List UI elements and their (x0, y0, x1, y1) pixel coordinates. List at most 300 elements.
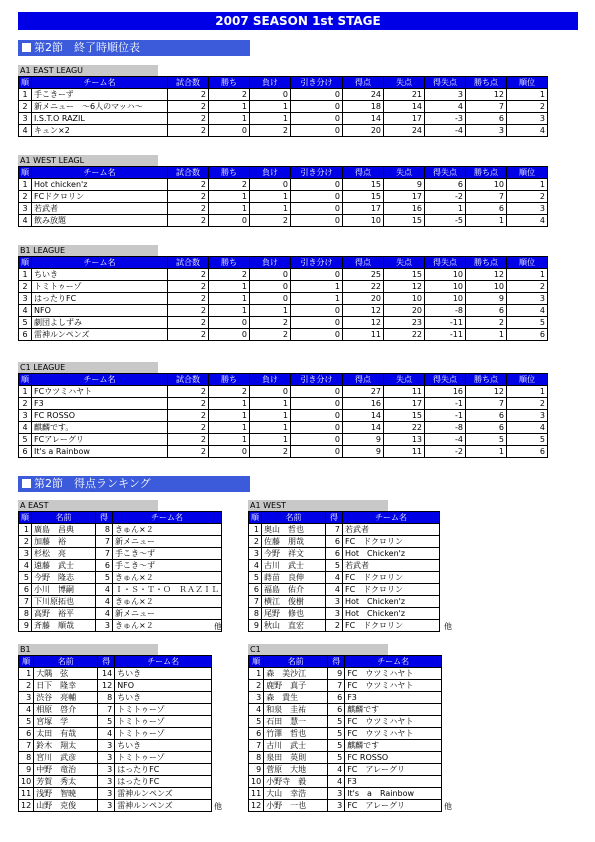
table-row (19, 281, 548, 293)
standings-title: 第2節 終了時順位表 (34, 41, 140, 54)
team-name-cell: はったりFC (32, 293, 168, 305)
table-row (19, 317, 548, 329)
team-name-cell: 飲み放題 (32, 215, 168, 227)
table-cell: 4 (326, 584, 343, 596)
table-cell: 3 (19, 113, 32, 125)
table-cell: 0 (291, 203, 343, 215)
table-cell: -11 (425, 329, 466, 341)
team-name-cell: Ｉ・Ｓ・Ｔ・Ｏ ＲＡＺＩＬ (113, 584, 222, 596)
column-header: 勝ち (209, 374, 250, 386)
table-cell: 2 (19, 191, 32, 203)
table-row (249, 716, 442, 728)
player-name-cell: 相原 啓介 (34, 704, 98, 716)
player-name-cell: 小川 博嗣 (32, 584, 96, 596)
table-cell: 22 (384, 329, 425, 341)
table-cell: -1 (425, 410, 466, 422)
table-cell: 0 (250, 269, 291, 281)
column-header: 順位 (507, 374, 548, 386)
table-cell: 12 (343, 317, 384, 329)
table-cell: 2 (168, 179, 209, 191)
table-cell: 1 (19, 386, 32, 398)
table-row (19, 596, 222, 608)
table-cell: 1 (249, 524, 262, 536)
standings-table (18, 373, 548, 458)
table-cell: 2 (209, 269, 250, 281)
player-name-cell: 和泉 圭祐 (264, 704, 328, 716)
team-name-cell: FC ウツミハヤト (345, 668, 442, 680)
table-cell: 1 (19, 524, 32, 536)
team-name-cell: Hot Chicken'z (343, 596, 440, 608)
table-cell: 5 (19, 317, 32, 329)
table-cell: 2 (168, 410, 209, 422)
table-row (19, 434, 548, 446)
table-cell: 4 (507, 125, 548, 137)
table-cell: 15 (384, 410, 425, 422)
table-cell: 1 (250, 422, 291, 434)
square-bullet-icon (22, 43, 31, 52)
table-cell: 14 (98, 668, 115, 680)
table-cell: 6 (19, 329, 32, 341)
ranking-table (18, 511, 222, 632)
column-header: 順 (19, 374, 32, 386)
table-cell: 1 (466, 215, 507, 227)
table-cell: 11 (343, 329, 384, 341)
table-cell: 1 (250, 434, 291, 446)
table-cell: 0 (291, 305, 343, 317)
player-name-cell: 泉田 英則 (264, 752, 328, 764)
table-cell: 2 (250, 317, 291, 329)
table-cell: 15 (343, 191, 384, 203)
table-cell: 1 (466, 329, 507, 341)
table-cell: 2 (250, 446, 291, 458)
table-cell: 0 (209, 215, 250, 227)
table-cell: 2 (168, 191, 209, 203)
table-cell: 3 (19, 293, 32, 305)
column-header: 試合数 (168, 257, 209, 269)
column-header: 得 (326, 512, 343, 524)
column-header: 勝ち (209, 77, 250, 89)
table-row (249, 608, 440, 620)
team-name-cell: FC アレーグリ (345, 800, 442, 812)
player-name-cell: 秋山 直宏 (262, 620, 326, 632)
column-header: 得失点 (425, 167, 466, 179)
table-cell: 3 (326, 596, 343, 608)
player-name-cell: 杉松 亮 (32, 548, 96, 560)
table-row (19, 398, 548, 410)
team-name-cell: FC ドクロリン (343, 584, 440, 596)
page-title: 2007 SEASON 1st STAGE (18, 12, 578, 30)
other-label: 他 (214, 802, 222, 811)
header-row (19, 167, 548, 179)
table-cell: 2 (168, 422, 209, 434)
player-name-cell: 宮塚 学 (34, 716, 98, 728)
table-cell: 0 (250, 89, 291, 101)
table-row (19, 572, 222, 584)
table-row (19, 584, 222, 596)
team-name-cell: FCウツミハヤト (32, 386, 168, 398)
column-header: 得点 (343, 257, 384, 269)
team-name-cell: FC ドクロリン (343, 536, 440, 548)
table-cell: 2 (250, 125, 291, 137)
table-cell: 16 (343, 398, 384, 410)
table-cell: 0 (291, 191, 343, 203)
column-header: 順 (249, 656, 264, 668)
table-row (249, 560, 440, 572)
column-header: 引き分け (291, 77, 343, 89)
team-name-cell: It's a Rainbow (32, 446, 168, 458)
table-cell: -8 (425, 305, 466, 317)
table-row (249, 596, 440, 608)
player-name-cell: 古川 武士 (264, 740, 328, 752)
team-name-cell: FC ROSSO (32, 410, 168, 422)
league-block (18, 245, 578, 341)
table-cell: 16 (425, 386, 466, 398)
table-cell: 3 (507, 113, 548, 125)
table-row (249, 584, 440, 596)
team-name-cell: トミトゥーゾ (115, 704, 212, 716)
table-cell: 20 (343, 293, 384, 305)
header-row (249, 656, 442, 668)
team-name-cell: きゅん×２ (113, 524, 222, 536)
table-row (19, 446, 548, 458)
table-cell: 3 (96, 620, 113, 632)
table-cell: 17 (384, 113, 425, 125)
column-header: 順位 (507, 167, 548, 179)
league-name: C1 LEAGUE (18, 362, 158, 373)
table-row (19, 716, 212, 728)
table-cell: 2 (19, 398, 32, 410)
table-row (19, 203, 548, 215)
team-name-cell: ちいき (115, 692, 212, 704)
column-header: 負け (250, 257, 291, 269)
table-cell: 6 (328, 692, 345, 704)
ranking-block (248, 644, 442, 812)
table-cell: 7 (466, 101, 507, 113)
table-cell: 4 (326, 572, 343, 584)
table-cell: 1 (19, 668, 34, 680)
team-name-cell: トミトゥーゾ (115, 716, 212, 728)
column-header: 順 (19, 512, 32, 524)
column-header: 得失点 (425, 257, 466, 269)
other-label: 他 (444, 622, 452, 631)
team-name-cell: F3 (345, 776, 442, 788)
table-cell: 10 (466, 179, 507, 191)
team-name-cell: F3 (32, 398, 168, 410)
team-name-cell: FC ROSSO (345, 752, 442, 764)
team-name-cell: FC ドクロリン (343, 620, 440, 632)
table-cell: 12 (19, 800, 34, 812)
table-cell: 22 (384, 422, 425, 434)
table-cell: -8 (425, 422, 466, 434)
player-name-cell: 渋谷 亮輔 (34, 692, 98, 704)
table-cell: 6 (507, 446, 548, 458)
team-name-cell: 劇団よしずみ (32, 317, 168, 329)
table-cell: 5 (328, 728, 345, 740)
table-cell: 3 (98, 752, 115, 764)
league-name: B1 LEAGUE (18, 245, 158, 256)
table-cell: 1 (250, 305, 291, 317)
table-row (19, 764, 212, 776)
column-header: チーム名 (32, 374, 168, 386)
table-cell: -3 (425, 113, 466, 125)
table-cell: 2 (249, 680, 264, 692)
table-cell: 20 (384, 305, 425, 317)
table-cell: 10 (19, 776, 34, 788)
column-header: 得 (96, 512, 113, 524)
table-cell: 27 (343, 386, 384, 398)
league-block (18, 155, 578, 227)
table-row (19, 386, 548, 398)
team-name-cell: It's a Rainbow (345, 788, 442, 800)
table-cell: 3 (249, 548, 262, 560)
table-row (19, 752, 212, 764)
table-row (19, 776, 212, 788)
table-cell: -1 (425, 398, 466, 410)
column-header: 試合数 (168, 77, 209, 89)
table-cell: 0 (250, 281, 291, 293)
column-header: 勝ち点 (466, 374, 507, 386)
table-cell: 10 (425, 269, 466, 281)
table-cell: 0 (250, 293, 291, 305)
team-name-cell: 麒麟です (345, 740, 442, 752)
column-header: 勝ち点 (466, 167, 507, 179)
table-row (19, 89, 548, 101)
player-name-cell: 大山 幸浩 (264, 788, 328, 800)
table-cell: 17 (343, 203, 384, 215)
table-cell: -2 (425, 446, 466, 458)
table-cell: 8 (249, 752, 264, 764)
player-name-cell: 加藤 裕 (32, 536, 96, 548)
table-cell: 15 (384, 269, 425, 281)
table-cell: 5 (249, 572, 262, 584)
team-name-cell: F3 (345, 692, 442, 704)
table-cell: 6 (249, 584, 262, 596)
column-header: 得点 (343, 374, 384, 386)
table-cell: 1 (209, 281, 250, 293)
table-cell: 12 (249, 800, 264, 812)
table-cell: 2 (168, 203, 209, 215)
table-cell: 4 (507, 215, 548, 227)
team-name-cell: トミトゥーゾ (32, 281, 168, 293)
table-cell: 9 (19, 764, 34, 776)
table-cell: 3 (19, 203, 32, 215)
player-name-cell: 鈴木 翔太 (34, 740, 98, 752)
table-row (19, 704, 212, 716)
other-label: 他 (214, 622, 222, 631)
table-cell: 2 (209, 386, 250, 398)
table-cell: 1 (249, 668, 264, 680)
player-name-cell: 今野 隆志 (32, 572, 96, 584)
table-cell: 4 (98, 728, 115, 740)
table-cell: 0 (291, 125, 343, 137)
table-row (19, 560, 222, 572)
table-cell: 4 (425, 101, 466, 113)
table-cell: 0 (291, 386, 343, 398)
standings-table (18, 256, 548, 341)
table-cell: 0 (209, 125, 250, 137)
column-header: 引き分け (291, 374, 343, 386)
table-cell: 1 (209, 101, 250, 113)
table-cell: 4 (328, 776, 345, 788)
team-name-cell: NFO (115, 680, 212, 692)
table-row (19, 305, 548, 317)
table-row (249, 764, 442, 776)
column-header: 名前 (34, 656, 98, 668)
table-cell: 4 (19, 305, 32, 317)
table-row (249, 536, 440, 548)
player-name-cell: 蒔苗 良伸 (262, 572, 326, 584)
column-header: 勝ち点 (466, 77, 507, 89)
table-cell: 2 (507, 101, 548, 113)
table-cell: 1 (209, 398, 250, 410)
table-cell: 3 (507, 293, 548, 305)
column-header: 順 (19, 656, 34, 668)
table-cell: 0 (291, 446, 343, 458)
table-cell: 6 (466, 410, 507, 422)
table-cell: 2 (168, 446, 209, 458)
team-name-cell: 雷神ルンペンズ (115, 788, 212, 800)
league-name: A1 EAST LEAGU (18, 65, 158, 76)
table-cell: 0 (291, 113, 343, 125)
team-name-cell: FC ドクロリン (343, 572, 440, 584)
table-cell: 6 (466, 422, 507, 434)
table-cell: 5 (19, 434, 32, 446)
player-name-cell: 佐藤 朋哉 (262, 536, 326, 548)
table-row (19, 548, 222, 560)
table-cell: 9 (249, 620, 262, 632)
table-cell: 1 (209, 422, 250, 434)
column-header: チーム名 (32, 167, 168, 179)
table-cell: 5 (19, 716, 34, 728)
column-header: 失点 (384, 257, 425, 269)
league-block (18, 362, 578, 458)
table-cell: 10 (425, 281, 466, 293)
league-block (18, 65, 578, 137)
table-cell: 10 (384, 293, 425, 305)
table-row (249, 572, 440, 584)
player-name-cell: 石田 慧一 (264, 716, 328, 728)
table-row (249, 752, 442, 764)
table-cell: 2 (168, 125, 209, 137)
team-name-cell: Hot chicken'z (32, 179, 168, 191)
table-row (19, 740, 212, 752)
table-cell: 9 (19, 620, 32, 632)
table-row (19, 800, 212, 812)
column-header: 失点 (384, 77, 425, 89)
table-cell: 4 (249, 560, 262, 572)
table-cell: 1 (209, 113, 250, 125)
table-row (19, 269, 548, 281)
table-cell: 6 (326, 548, 343, 560)
table-cell: 1 (209, 410, 250, 422)
table-cell: 2 (507, 398, 548, 410)
ranking-block (18, 644, 212, 812)
column-header: チーム名 (115, 656, 212, 668)
table-row (19, 410, 548, 422)
table-cell: 3 (249, 692, 264, 704)
ranking-group-name: B1 (18, 644, 158, 655)
table-cell: 3 (98, 800, 115, 812)
column-header: 順位 (507, 257, 548, 269)
table-cell: 16 (384, 203, 425, 215)
column-header: 順 (19, 257, 32, 269)
table-cell: 15 (384, 215, 425, 227)
table-cell: 3 (326, 608, 343, 620)
table-cell: 5 (19, 572, 32, 584)
table-row (19, 179, 548, 191)
table-cell: 0 (291, 269, 343, 281)
table-cell: 0 (291, 329, 343, 341)
player-name-cell: 今野 祥文 (262, 548, 326, 560)
table-cell: 4 (96, 596, 113, 608)
player-name-cell: 鹿野 真子 (264, 680, 328, 692)
table-row (249, 776, 442, 788)
table-cell: 6 (425, 179, 466, 191)
team-name-cell: きゅん×２ (113, 596, 222, 608)
player-name-cell: 高野 裕平 (32, 608, 96, 620)
table-cell: 3 (98, 788, 115, 800)
player-name-cell: 山野 克俊 (34, 800, 98, 812)
team-name-cell: FC ウツミハヤト (345, 728, 442, 740)
column-header: 負け (250, 374, 291, 386)
table-cell: 7 (249, 740, 264, 752)
table-row (19, 620, 222, 632)
ranking-group-name: A1 WEST (248, 500, 388, 511)
table-cell: 2 (168, 293, 209, 305)
header-row (19, 656, 212, 668)
team-name-cell: FCドクロリン (32, 191, 168, 203)
table-cell: 3 (19, 410, 32, 422)
table-cell: 11 (19, 788, 34, 800)
table-cell: 2 (19, 536, 32, 548)
player-name-cell: 浅野 智暁 (34, 788, 98, 800)
table-cell: 14 (343, 410, 384, 422)
player-name-cell: 中野 竜治 (34, 764, 98, 776)
team-name-cell: きゅん×２ (113, 620, 222, 632)
column-header: 得点 (343, 167, 384, 179)
team-name-cell: はったりFC (115, 764, 212, 776)
table-cell: 9 (466, 293, 507, 305)
table-cell: 1 (291, 281, 343, 293)
column-header: 引き分け (291, 167, 343, 179)
table-cell: 1 (209, 434, 250, 446)
table-cell: 2 (168, 281, 209, 293)
team-name-cell: ちいき (115, 740, 212, 752)
table-row (249, 788, 442, 800)
table-cell: 4 (249, 704, 264, 716)
table-cell: 11 (249, 788, 264, 800)
column-header: 得 (98, 656, 115, 668)
player-name-cell: 森 美沙江 (264, 668, 328, 680)
header-row (249, 512, 440, 524)
table-cell: 2 (168, 329, 209, 341)
column-header: 名前 (262, 512, 326, 524)
column-header: 順 (249, 512, 262, 524)
table-cell: 3 (507, 203, 548, 215)
table-cell: 5 (507, 434, 548, 446)
table-cell: -5 (425, 215, 466, 227)
column-header: 負け (250, 167, 291, 179)
table-cell: 17 (384, 398, 425, 410)
table-row (19, 608, 222, 620)
table-cell: 4 (328, 764, 345, 776)
column-header: 順 (19, 77, 32, 89)
table-cell: 1 (250, 191, 291, 203)
column-header: 名前 (32, 512, 96, 524)
table-cell: 3 (98, 740, 115, 752)
ranking-table (18, 655, 212, 812)
table-cell: 1 (507, 386, 548, 398)
